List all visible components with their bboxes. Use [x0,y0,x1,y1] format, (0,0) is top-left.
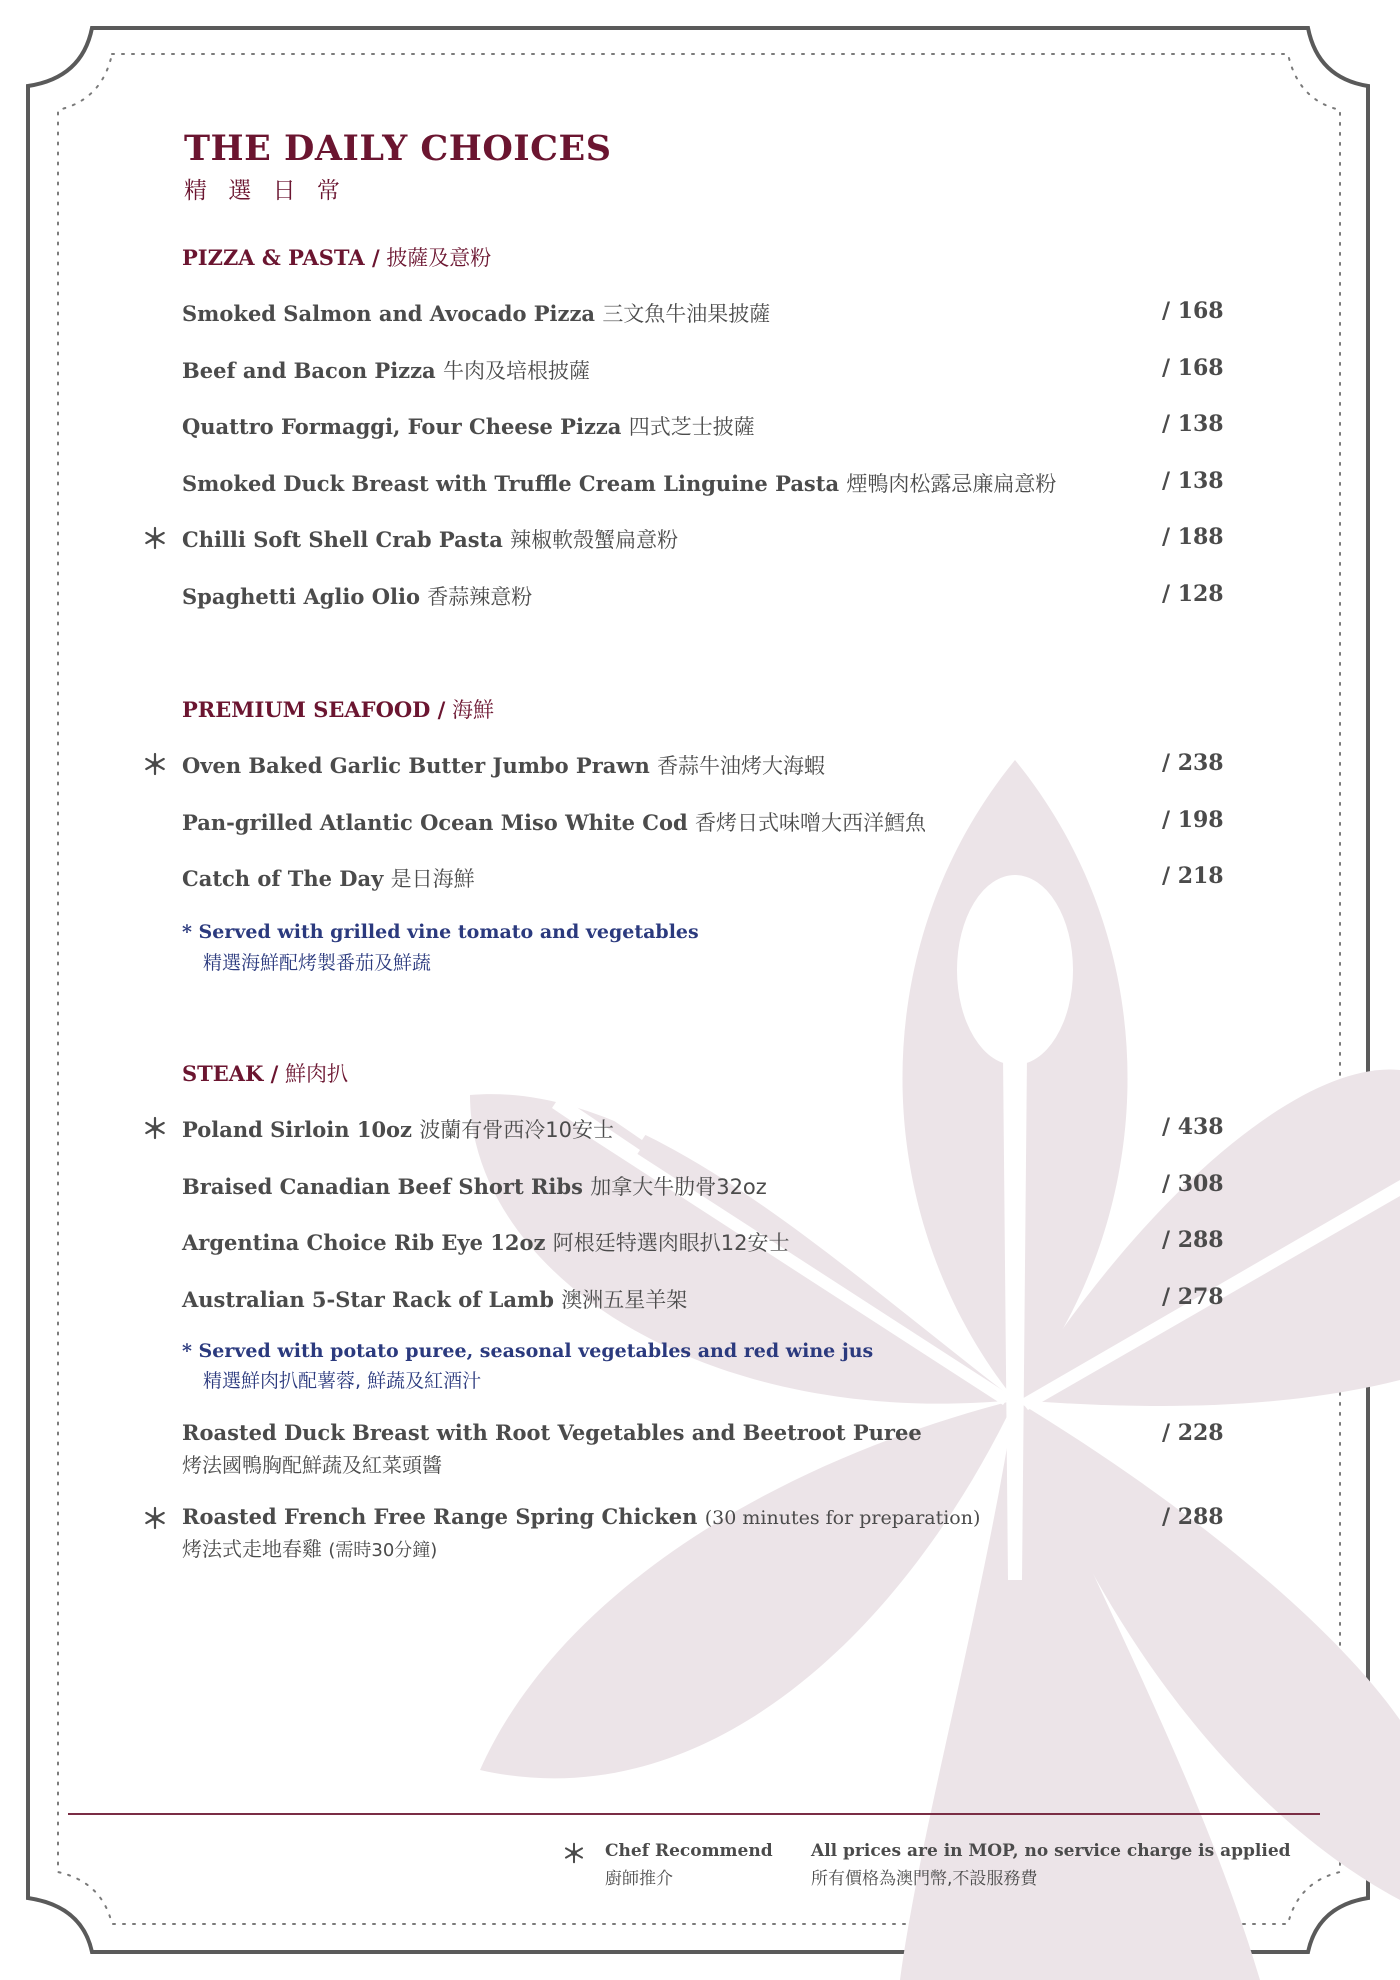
served-note: * Served with potato puree, seasonal vegetables and red wine jus [182,1340,874,1362]
item-price: / 438 [1162,1114,1224,1140]
menu-item: Roasted French Free Range Spring Chicken (30 minutes for preparation) 烤法式走地春雞 (需時30分鐘) / 288 [182,1504,1232,1564]
item-price: / 218 [1162,863,1224,889]
flower-star-icon [562,1841,586,1865]
section-heading-pizza-pasta: PIZZA & PASTA / 披薩及意粉 [182,245,492,270]
item-price: / 288 [1162,1227,1224,1253]
served-note-zh: 精選鮮肉扒配薯蓉, 鮮蔬及紅酒汁 [203,1370,482,1392]
menu-item: Pan-grilled Atlantic Ocean Miso White Cod 香烤日式味噌大西洋鱈魚 / 198 [182,807,1232,867]
price-disclaimer-zh: 所有價格為澳門幣,不設服務費 [811,1869,1038,1889]
item-price: / 198 [1162,807,1224,833]
item-price: / 168 [1162,355,1224,381]
menu-item: Chilli Soft Shell Crab Pasta 辣椒軟殼蟹扁意粉 / 188 [182,524,1232,584]
legend-label: Chef Recommend [605,1841,773,1861]
price-disclaimer: All prices are in MOP, no service charge is applied [811,1841,1291,1861]
menu-item: Smoked Duck Breast with Truffle Cream Linguine Pasta 煙鴨肉松露忌廉扁意粉 / 138 [182,468,1232,528]
item-price: / 288 [1162,1504,1224,1530]
item-price: / 228 [1162,1420,1224,1446]
page-title-zh: 精 選 日 常 [184,178,347,204]
footer-divider [68,1813,1320,1815]
menu-item: Braised Canadian Beef Short Ribs 加拿大牛肋骨32oz / 308 [182,1171,1232,1231]
menu-item: Spaghetti Aglio Olio 香蒜辣意粉 / 128 [182,581,1232,641]
item-price: / 168 [1162,298,1224,324]
flower-star-icon [142,525,168,551]
item-price: / 128 [1162,581,1224,607]
served-note: * Served with grilled vine tomato and vegetables [182,921,699,943]
section-heading-steak: STEAK / 鮮肉扒 [182,1061,349,1086]
item-price: / 278 [1162,1284,1224,1310]
item-price: / 308 [1162,1171,1224,1197]
menu-item: Australian 5-Star Rack of Lamb 澳洲五星羊架 / 278 [182,1284,1232,1344]
section-heading-seafood: PREMIUM SEAFOOD / 海鮮 [182,697,495,722]
item-price: / 138 [1162,411,1224,437]
flower-star-icon [142,1115,168,1141]
menu-item: Oven Baked Garlic Butter Jumbo Prawn 香蒜牛油烤大海蝦 / 238 [182,750,1232,810]
menu-item: Catch of The Day 是日海鮮 / 218 [182,863,1232,923]
menu-item: Argentina Choice Rib Eye 12oz 阿根廷特選肉眼扒12安士 / 288 [182,1227,1232,1287]
menu-item: Poland Sirloin 10oz 波蘭有骨西冷10安士 / 438 [182,1114,1232,1174]
served-note-zh: 精選海鮮配烤製番茄及鮮蔬 [203,952,432,974]
menu-item: Beef and Bacon Pizza 牛肉及培根披薩 / 168 [182,355,1232,415]
menu-item: Quattro Formaggi, Four Cheese Pizza 四式芝士披薩 / 138 [182,411,1232,471]
page-title: THE DAILY CHOICES [184,128,612,169]
flower-star-icon [142,751,168,777]
legend-label-zh: 廚師推介 [605,1869,673,1889]
item-price: / 238 [1162,750,1224,776]
menu-item: Smoked Salmon and Avocado Pizza 三文魚牛油果披薩 / 168 [182,298,1232,358]
menu-item: Roasted Duck Breast with Root Vegetables and Beetroot Puree 烤法國鴨胸配鮮蔬及紅菜頭醬 / 228 [182,1420,1232,1480]
item-price: / 138 [1162,468,1224,494]
item-price: / 188 [1162,524,1224,550]
flower-star-icon [142,1505,168,1531]
